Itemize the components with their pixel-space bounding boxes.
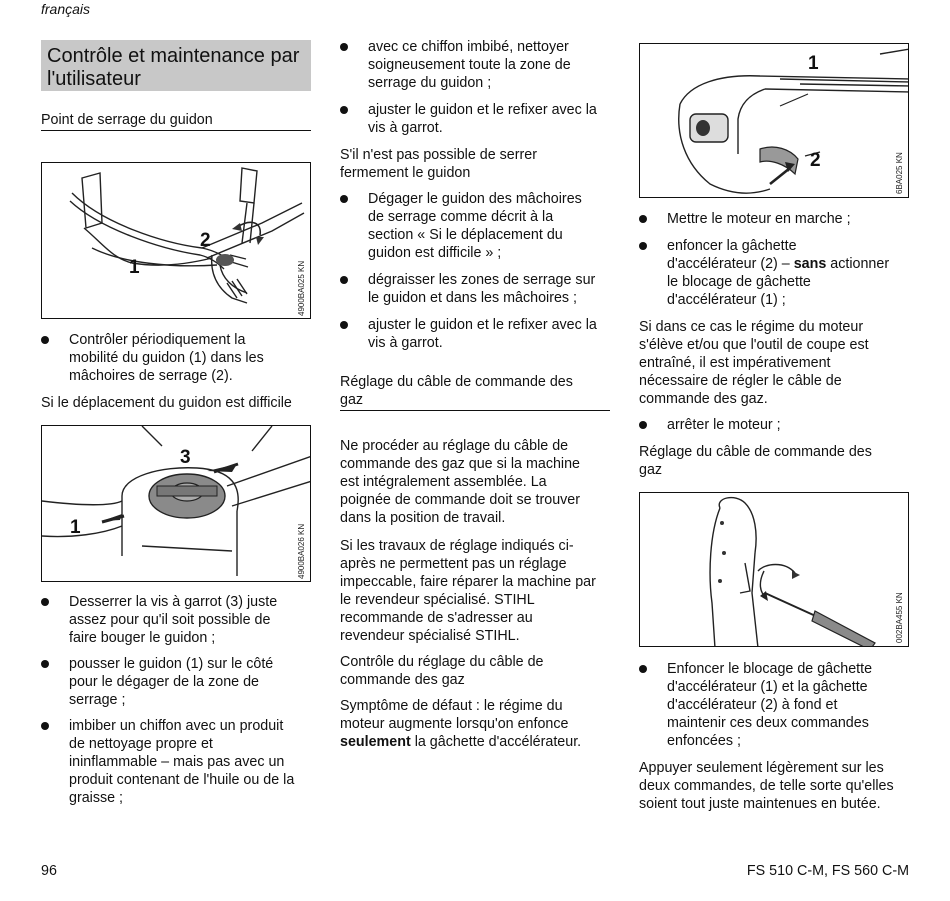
line: guidon est difficile » ;: [368, 245, 502, 261]
line: avec ce chiffon imbibé, nettoyer: [368, 39, 569, 55]
bullet-release-handlebar: [340, 190, 615, 262]
line: est intégralement assemblée. La: [340, 474, 547, 490]
bullet-dot: [340, 106, 348, 114]
line: Réglage du câble de commande des: [639, 444, 872, 460]
line: mobilité du guidon (1) dans les: [69, 350, 264, 366]
line: commande des gaz que si la machine: [340, 456, 581, 472]
callout-2: 2: [810, 150, 821, 171]
bullet-dot: [41, 722, 49, 730]
line: graisse ;: [69, 790, 124, 806]
bullet-dot: [41, 336, 49, 344]
language-label: français: [41, 1, 91, 17]
bullet-dot: [340, 43, 348, 51]
line: Contrôler périodiquement la: [69, 332, 246, 348]
bullet-clean-zone: [340, 38, 615, 92]
heading-cannot-tighten: [340, 146, 610, 182]
heading-handlebar-clamp: Point de serrage du guidon: [41, 111, 311, 131]
line: pour le dégager de la zone de: [69, 674, 259, 690]
figure-code: 002BA455 KN: [895, 592, 904, 643]
line: le guidon et dans les mâchoires ;: [368, 290, 578, 306]
line: imbiber un chiffon avec un produit: [69, 718, 284, 734]
line: dégraisser les zones de serrage sur: [368, 272, 596, 288]
line: serrage du guidon ;: [368, 75, 492, 91]
callout-1: 1: [129, 257, 140, 278]
bullet-stop-engine: [639, 416, 914, 434]
model-name: FS 510 C-M, FS 560 C-M: [746, 863, 909, 879]
bullet-press-trigger: [639, 237, 919, 309]
line: Ne procéder au réglage du câble de: [340, 438, 569, 454]
paragraph-dealer: [340, 537, 615, 645]
figure-wing-screw: [41, 425, 311, 582]
heading-adjust-cable: [639, 443, 909, 479]
bullet-dot: [340, 276, 348, 284]
bullet-dot: [639, 421, 647, 429]
line: assez pour qu'il soit possible de: [69, 612, 271, 628]
bullet-soak-cloth: [41, 717, 321, 807]
line: moteur augmente lorsqu'on enfonce: [340, 716, 569, 732]
figure-handlebar-clamp: [41, 162, 311, 319]
section-title-box: [41, 40, 311, 91]
line: d'accélérateur (1) ;: [667, 292, 786, 308]
line: gaz: [340, 392, 364, 408]
line: poignée de commande doit se trouver: [340, 492, 581, 508]
figure-code: 4900BA026 KN: [297, 523, 306, 579]
bullet-adjust-refix-2: [340, 316, 615, 352]
line: d'accélérateur (1) et la gâchette: [667, 679, 868, 695]
line: S'il n'est pas possible de serrer: [340, 147, 537, 163]
line: recommande de s'adresser au: [340, 610, 533, 626]
line: Desserrer la vis à garrot (3) juste: [69, 594, 278, 610]
line: Appuyer seulement légèrement sur les: [639, 760, 884, 776]
line: Contrôle du réglage du câble de: [340, 654, 544, 670]
paragraph-symptom: [340, 697, 615, 751]
line-start: d'accélérateur (2) –: [667, 256, 794, 272]
line: ajuster le guidon et le refixer avec la: [368, 317, 597, 333]
heading-check-adjustment: [340, 653, 610, 689]
bullet-dot: [639, 215, 647, 223]
line: de serrage comme décrit à la: [368, 209, 554, 225]
bullet-dot: [41, 660, 49, 668]
line: de nettoyage propre et: [69, 736, 213, 752]
line: ajuster le guidon et le refixer avec la: [368, 102, 597, 118]
line: Enfoncer le blocage de gâchette: [667, 661, 873, 677]
line: soigneusement toute la zone de: [368, 57, 571, 73]
line: ininflammable – mais pas avec un: [69, 754, 285, 770]
line: le revendeur spécialisé. STIHL: [340, 592, 535, 608]
bullet-dot: [639, 665, 647, 673]
paragraph-engine-speed: [639, 318, 919, 408]
line: [340, 733, 615, 751]
line: Dégager le guidon des mâchoires: [368, 191, 582, 207]
figure-code: 6BA025 KN: [895, 152, 904, 194]
line: mâchoires de serrage (2).: [69, 368, 233, 384]
handlebar-clamp-illustration: [42, 163, 311, 319]
bullet-adjust-refix: [340, 101, 615, 137]
line: fermement le guidon: [340, 165, 471, 181]
line: vis à garrot.: [368, 335, 443, 351]
line: Si dans ce cas le régime du moteur: [639, 319, 864, 335]
trigger-lockout-illustration: [640, 44, 909, 198]
wing-screw-illustration: [42, 426, 311, 582]
line: impeccable, faire réparer la machine par: [340, 574, 596, 590]
line: arrêter le moteur ;: [667, 417, 781, 433]
figure-trigger-lockout: [639, 43, 909, 198]
section-title: Contrôle et maintenance par l'utilisateur: [47, 45, 300, 90]
callout-3: 3: [180, 447, 191, 468]
line: après ne permettent pas un réglage: [340, 556, 567, 572]
line: entraîné, il est impérativement: [639, 355, 831, 371]
figure-screwdriver-adjust: [639, 492, 909, 647]
line: Mettre le moteur en marche ;: [667, 211, 851, 227]
bullet-dot: [639, 242, 647, 250]
line: gaz: [639, 462, 663, 478]
paragraph-assembly: [340, 437, 615, 527]
emphasis-without: sans: [793, 256, 827, 272]
bullet-dot: [41, 598, 49, 606]
line: le blocage de gâchette: [667, 274, 811, 290]
line: enfoncées ;: [667, 733, 741, 749]
bullet-dot: [340, 195, 348, 203]
line: commande des gaz.: [639, 391, 768, 407]
line: serrage ;: [69, 692, 126, 708]
bullet-loosen-screw: [41, 593, 316, 647]
line: d'accélérateur (2) à fond et: [667, 697, 838, 713]
bullet-press-both: [639, 660, 914, 750]
line-rest: la gâchette d'accélérateur.: [410, 734, 582, 750]
bullet-check-mobility: [41, 331, 311, 385]
line: s'élève et/ou que l'outil de coupe est: [639, 337, 869, 353]
line: soient tout juste maintenues en butée.: [639, 796, 881, 812]
line: enfoncer la gâchette: [667, 238, 797, 254]
bullet-start-engine: [639, 210, 914, 228]
bullet-degrease: [340, 271, 615, 307]
line: Réglage du câble de commande des: [340, 374, 573, 390]
line: vis à garrot.: [368, 120, 443, 136]
screwdriver-adjust-illustration: [640, 493, 909, 647]
callout-1: 1: [808, 53, 819, 74]
emphasis-only: seulement: [340, 734, 411, 750]
line: deux commandes, de telle sorte qu'elles: [639, 778, 894, 794]
heading-difficult-movement: Si le déplacement du guidon est difficile: [41, 395, 292, 411]
line: section « Si le déplacement du: [368, 227, 563, 243]
page-number: 96: [41, 863, 57, 879]
line: Symptôme de défaut : le régime du: [340, 698, 563, 714]
heading-throttle-cable: [340, 373, 610, 411]
line: commande des gaz: [340, 672, 465, 688]
figure-code: 4900BA025 KN: [297, 260, 306, 316]
callout-2: 2: [200, 230, 211, 251]
line-end: actionner: [826, 256, 890, 272]
callout-1: 1: [70, 517, 81, 538]
line: faire bouger le guidon ;: [69, 630, 216, 646]
line: pousser le guidon (1) sur le côté: [69, 656, 274, 672]
line: [667, 255, 889, 273]
paragraph-light-press: [639, 759, 924, 813]
bullet-push-handlebar: [41, 655, 316, 709]
line: maintenir ces deux commandes: [667, 715, 869, 731]
line: nécessaire de régler le câble de: [639, 373, 842, 389]
line: produit contenant de l'huile ou de la: [69, 772, 295, 788]
line: revendeur spécialisé STIHL.: [340, 628, 520, 644]
bullet-dot: [340, 321, 348, 329]
line: dans la position de travail.: [340, 510, 506, 526]
line: Si les travaux de réglage indiqués ci-: [340, 538, 574, 554]
